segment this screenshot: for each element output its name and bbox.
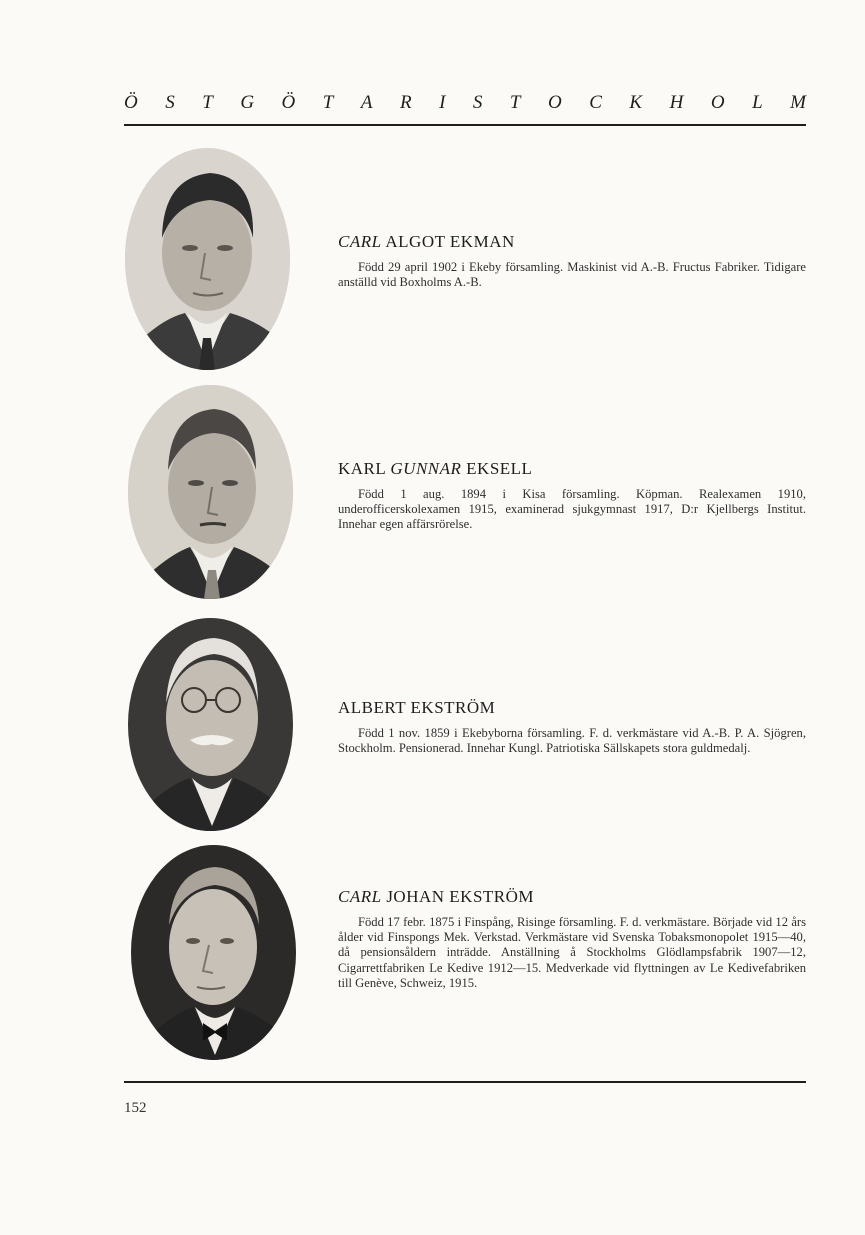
portrait-photo	[125, 148, 290, 370]
name-italic: GUNNAR	[390, 459, 462, 478]
biography-entry	[338, 698, 806, 756]
header-letter: R	[399, 92, 412, 113]
biography-text: Född 17 febr. 1875 i Finspång, Risinge församling. F. d. verkmästare. Började vid 12 års ålder vid Finspongs Mek. Verkstad. Verkmästare vid Svenska Tobaksmonopolet 1915—40, då pensionsåldern inträdde. Anställning å Stockholms Glödlampsfabrik 1907—12, Cigarrettfabriken Le Kedive 1912—15. Medverkade vid flyttningen av Le Kedivefabriken till Genève, Schweiz, 1915.	[338, 915, 806, 990]
header-letter: T	[509, 92, 521, 113]
biography-entry	[338, 232, 806, 290]
page-number: 152	[124, 1100, 147, 1116]
header-letter: S	[472, 92, 483, 113]
name-rest: EKSELL	[461, 459, 533, 478]
portrait-photo	[131, 845, 296, 1060]
header-letter: O	[710, 92, 725, 113]
name-italic: CARL	[338, 232, 382, 251]
header-letter: K	[629, 92, 643, 113]
header-letter: Ö	[124, 92, 138, 113]
running-header	[124, 92, 806, 114]
biography-text: Född 1 aug. 1894 i Kisa församling. Köpman. Realexamen 1910, underofficerskolexamen 1915, examinerad sjukgymnast 1917, D:r Kjellbergs Institut. Innehar egen affärsrörelse.	[338, 487, 806, 532]
name-rest: JOHAN EKSTRÖM	[381, 887, 535, 906]
portrait-illustration	[125, 148, 290, 370]
header-letter: C	[589, 92, 602, 113]
header-letter: T	[322, 92, 334, 113]
name-rest: ALGOT EKMAN	[381, 232, 515, 251]
biography-entry	[338, 887, 806, 991]
footer-rule	[124, 1081, 806, 1083]
person-name	[338, 887, 806, 907]
header-letter: M	[790, 92, 806, 113]
header-letter: A	[360, 92, 373, 113]
biography-text: Född 29 april 1902 i Ekeby församling. Maskinist vid A.-B. Fructus Fabriker. Tidigare anställd vid Boxholms A.-B.	[338, 260, 806, 290]
header-letter: S	[165, 92, 175, 113]
header-letter: O	[547, 92, 562, 113]
biography-entry	[338, 459, 806, 533]
header-letter: H	[669, 92, 684, 113]
header-letter: L	[752, 92, 763, 113]
header-letter: T	[202, 92, 213, 113]
portrait-photo	[128, 618, 293, 831]
header-rule	[124, 124, 806, 126]
person-name	[338, 459, 806, 479]
biography-text: Född 1 nov. 1859 i Ekebyborna församling. F. d. verkmästare vid A.-B. P. A. Sjögren, Stockholm. Pensionerad. Innehar Kungl. Patriotiska Sällskapets stora guldmedalj.	[338, 726, 806, 756]
header-letter: Ö	[281, 92, 296, 113]
portrait-photo	[128, 385, 293, 599]
portrait-illustration	[131, 845, 296, 1060]
name-italic: CARL	[338, 887, 382, 906]
header-letter: I	[439, 92, 446, 113]
person-name	[338, 232, 806, 252]
person-name	[338, 698, 806, 718]
portrait-illustration	[128, 385, 293, 599]
name-rest: ALBERT EKSTRÖM	[338, 698, 496, 717]
portrait-illustration	[128, 618, 293, 831]
name-pre: KARL	[338, 459, 391, 478]
header-letter: G	[240, 92, 255, 113]
